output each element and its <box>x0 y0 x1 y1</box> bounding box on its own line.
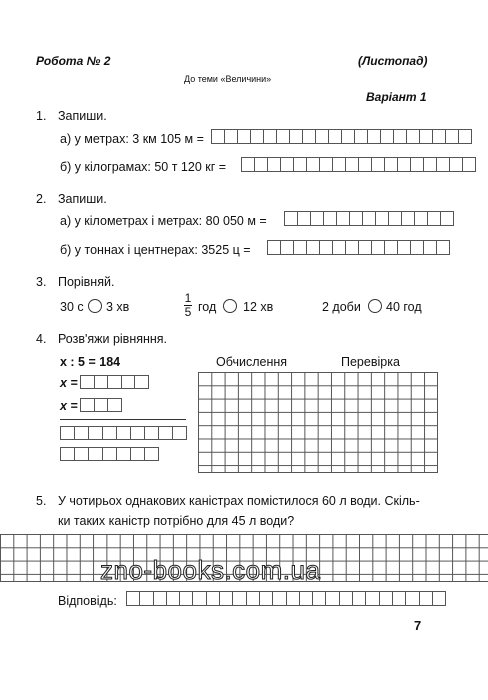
answer-cell[interactable] <box>333 157 346 172</box>
answer-cell[interactable] <box>212 129 225 144</box>
task1-b-text: б) у кілограмах: 50 т 120 кг = <box>60 160 227 174</box>
answer-cell[interactable] <box>420 129 433 144</box>
answer-cell[interactable] <box>277 129 290 144</box>
answer-cell[interactable] <box>103 426 117 440</box>
answer-cell[interactable] <box>135 375 149 389</box>
answer-cell[interactable] <box>131 447 145 461</box>
answer-cell[interactable] <box>285 211 298 226</box>
answer-cell[interactable] <box>313 591 326 606</box>
answer-cell[interactable] <box>406 591 419 606</box>
answer-cell[interactable] <box>294 157 307 172</box>
answer-cell[interactable] <box>108 398 122 412</box>
task2-a-text: а) у кілометрах і метрах: 80 050 м = <box>60 214 267 228</box>
task2-number: 2. <box>36 192 47 206</box>
answer-cell[interactable] <box>366 591 379 606</box>
answer-cell[interactable] <box>459 129 472 144</box>
answer-cell[interactable] <box>380 591 393 606</box>
task3-title: Порівняй. <box>58 275 115 289</box>
answer-cell[interactable] <box>428 211 441 226</box>
compare3-sign-circle[interactable] <box>368 299 382 313</box>
work-title: Робота № 2 <box>36 54 111 68</box>
fraction-denominator: 5 <box>184 305 192 319</box>
answer-cell[interactable] <box>61 426 75 440</box>
calc-label: Обчислення <box>216 355 288 369</box>
answer-cell[interactable] <box>385 157 398 172</box>
answer-cell[interactable] <box>238 129 251 144</box>
answer-cell[interactable] <box>117 447 131 461</box>
answer-cell[interactable] <box>180 591 193 606</box>
compare1-sign-circle[interactable] <box>88 299 102 313</box>
answer-cell[interactable] <box>255 157 268 172</box>
answer-cell[interactable] <box>89 426 103 440</box>
answer-cell[interactable] <box>173 426 187 440</box>
compare2-sign-circle[interactable] <box>223 299 237 313</box>
answer-cell[interactable] <box>287 591 300 606</box>
answer-cell[interactable] <box>398 157 411 172</box>
compare2-fraction <box>184 292 192 319</box>
answer-cell[interactable] <box>307 157 320 172</box>
answer-cell[interactable] <box>268 157 281 172</box>
answer-cell[interactable] <box>131 426 145 440</box>
answer-cell[interactable] <box>290 129 303 144</box>
x-answer-cells-1[interactable] <box>80 375 149 389</box>
answer-cell[interactable] <box>346 240 359 255</box>
answer-cell[interactable] <box>108 375 122 389</box>
answer-cell[interactable] <box>433 591 446 606</box>
answer-cell[interactable] <box>424 240 437 255</box>
answer-cell[interactable] <box>122 375 136 389</box>
answer-cell[interactable] <box>363 211 376 226</box>
equation-divider <box>60 419 186 420</box>
answer-cell[interactable] <box>389 211 402 226</box>
topic-label: До теми «Величини» <box>184 74 272 84</box>
answer-cell[interactable] <box>346 157 359 172</box>
task1-number: 1. <box>36 109 47 123</box>
task4-title: Розв'яжи рівняння. <box>58 332 168 346</box>
answer-cell[interactable] <box>193 591 206 606</box>
compare1-right: 3 хв <box>106 300 130 314</box>
answer-cell[interactable] <box>350 211 363 226</box>
answer-cell[interactable] <box>95 375 109 389</box>
answer-cell[interactable] <box>140 591 153 606</box>
answer-cell[interactable] <box>273 591 286 606</box>
answer-cell[interactable] <box>337 211 350 226</box>
answer-cell[interactable] <box>117 426 131 440</box>
task4-number: 4. <box>36 332 47 346</box>
answer-cell[interactable] <box>437 240 450 255</box>
answer-cell[interactable] <box>311 211 324 226</box>
answer-cell[interactable] <box>333 240 346 255</box>
task5-line2: ки таких каністр потрібно для 45 л води? <box>58 514 295 528</box>
answer-cell[interactable] <box>281 240 294 255</box>
answer-cell[interactable] <box>268 240 281 255</box>
calc-cells-row-1[interactable] <box>60 426 187 440</box>
answer-cell[interactable] <box>75 426 89 440</box>
answer-label: Відповідь: <box>58 594 117 608</box>
page-number: 7 <box>414 618 422 633</box>
fraction-numerator: 1 <box>184 291 192 305</box>
answer-cell[interactable] <box>355 129 368 144</box>
answer-cell[interactable] <box>154 591 167 606</box>
answer-cell[interactable] <box>320 240 333 255</box>
answer-cell[interactable] <box>145 426 159 440</box>
answer-cell[interactable] <box>446 129 459 144</box>
answer-cell[interactable] <box>424 157 437 172</box>
answer-cell[interactable] <box>225 129 238 144</box>
answer-cells[interactable] <box>126 591 446 606</box>
task1-b-answer-cells[interactable] <box>241 157 476 172</box>
x-label-1: x = <box>60 376 78 390</box>
task1-a-text: а) у метрах: 3 км 105 м = <box>60 132 204 146</box>
answer-cell[interactable] <box>303 129 316 144</box>
answer-cell[interactable] <box>368 129 381 144</box>
answer-cell[interactable] <box>320 157 333 172</box>
answer-cell[interactable] <box>95 398 109 412</box>
answer-cell[interactable] <box>353 591 366 606</box>
equation-text: x : 5 = 184 <box>60 355 121 369</box>
answer-cell[interactable] <box>411 157 424 172</box>
task3-number: 3. <box>36 275 47 289</box>
answer-cell[interactable] <box>372 157 385 172</box>
answer-cell[interactable] <box>61 447 75 461</box>
answer-cell[interactable] <box>441 211 454 226</box>
task5-line1: У чотирьох однакових каністрах помістилося 60 л води. Скіль- <box>58 494 420 508</box>
compare3-left: 2 доби <box>322 300 361 314</box>
compare3-right: 40 год <box>386 300 422 314</box>
answer-cell[interactable] <box>411 240 424 255</box>
answer-cell[interactable] <box>376 211 389 226</box>
task2-b-answer-cells[interactable] <box>267 240 450 255</box>
answer-cell[interactable] <box>359 157 372 172</box>
answer-cell[interactable] <box>89 447 103 461</box>
answer-cell[interactable] <box>247 591 260 606</box>
answer-cell[interactable] <box>463 157 476 172</box>
x-label-2: x = <box>60 399 78 413</box>
task2-title: Запиши. <box>58 192 107 206</box>
answer-cell[interactable] <box>251 129 264 144</box>
answer-cell[interactable] <box>316 129 329 144</box>
answer-cell[interactable] <box>450 157 463 172</box>
answer-cell[interactable] <box>398 240 411 255</box>
answer-cell[interactable] <box>127 591 140 606</box>
calculation-check-grid[interactable] <box>198 372 438 473</box>
task1-a-answer-cells[interactable] <box>211 129 472 144</box>
answer-cell[interactable] <box>385 240 398 255</box>
task5-number: 5. <box>36 494 47 508</box>
answer-cell[interactable] <box>433 129 446 144</box>
answer-cell[interactable] <box>264 129 277 144</box>
task2-b-text: б) у тоннах і центнерах: 3525 ц = <box>60 243 251 257</box>
answer-cell[interactable] <box>233 591 246 606</box>
check-label: Перевірка <box>341 355 400 369</box>
answer-cell[interactable] <box>207 591 220 606</box>
compare1-left: 30 с <box>60 300 84 314</box>
answer-cell[interactable] <box>300 591 313 606</box>
answer-cell[interactable] <box>359 240 372 255</box>
answer-cell[interactable] <box>324 211 337 226</box>
task1-title: Запиши. <box>58 109 107 123</box>
answer-cell[interactable] <box>298 211 311 226</box>
month-label: (Листопад) <box>358 54 428 68</box>
watermark: zno-books.com.ua <box>100 555 321 585</box>
answer-cell[interactable] <box>145 447 159 461</box>
answer-cell[interactable] <box>159 426 173 440</box>
answer-cell[interactable] <box>393 591 406 606</box>
answer-cell[interactable] <box>342 129 355 144</box>
answer-cell[interactable] <box>81 398 95 412</box>
answer-cell[interactable] <box>220 591 233 606</box>
task2-a-answer-cells[interactable] <box>284 211 454 226</box>
answer-cell[interactable] <box>437 157 450 172</box>
answer-cell[interactable] <box>415 211 428 226</box>
answer-cell[interactable] <box>326 591 339 606</box>
calc-cells-row-2[interactable] <box>60 447 159 461</box>
answer-cell[interactable] <box>340 591 353 606</box>
answer-cell[interactable] <box>407 129 420 144</box>
compare2-unit: год <box>198 300 217 314</box>
answer-cell[interactable] <box>81 375 95 389</box>
answer-cell[interactable] <box>75 447 89 461</box>
answer-cell[interactable] <box>167 591 180 606</box>
x-answer-cells-2[interactable] <box>80 398 122 412</box>
answer-cell[interactable] <box>281 157 294 172</box>
compare2-right: 12 хв <box>243 300 274 314</box>
answer-cell[interactable] <box>402 211 415 226</box>
answer-cell[interactable] <box>242 157 255 172</box>
answer-cell[interactable] <box>420 591 433 606</box>
answer-cell[interactable] <box>103 447 117 461</box>
answer-cell[interactable] <box>381 129 394 144</box>
variant-label: Варіант 1 <box>366 90 427 104</box>
answer-cell[interactable] <box>260 591 273 606</box>
answer-cell[interactable] <box>329 129 342 144</box>
answer-cell[interactable] <box>307 240 320 255</box>
answer-cell[interactable] <box>372 240 385 255</box>
answer-cell[interactable] <box>394 129 407 144</box>
answer-cell[interactable] <box>294 240 307 255</box>
